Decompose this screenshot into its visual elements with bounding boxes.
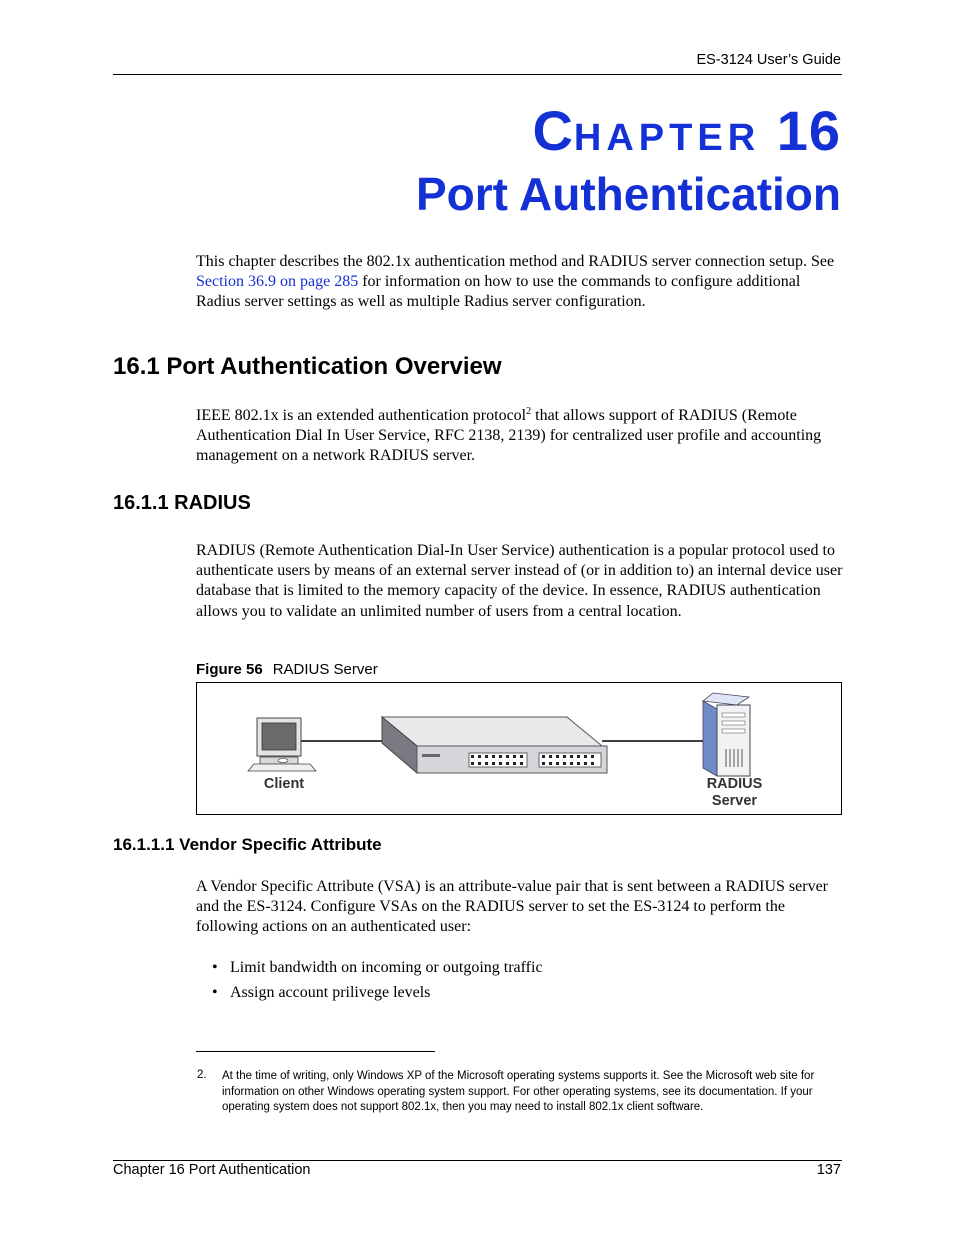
radius-server-label-line-2: Server [711,793,758,809]
chapter-word-initial: C [532,99,574,162]
footnote-reference[interactable]: 2 [526,406,532,417]
intro-paragraph [196,252,844,313]
running-header: ES-3124 User’s Guide [696,52,841,68]
figure-caption [196,661,378,678]
radius-paragraph: RADIUS (Remote Authentication Dial-In User Service) authentication is a popular protocol used to authenticate users by means of an external server instead of (or in addition to) an internal device user database that is limited to the memory capacity of the device. In essence, RADIUS authentication allows you to validate an unlimited number of users from a central location. [196,542,843,620]
bullet-text-bandwidth: Limit bandwidth on incoming or outgoing traffic [230,959,543,976]
figure-title: RADIUS Server [272,661,378,678]
section-heading-16-1-1-1: 16.1.1.1 Vendor Specific Attribute [113,835,382,854]
section-link[interactable]: Section 36.9 on page 285 [196,273,359,291]
chapter-title: Port Authentication [415,168,841,220]
overview-text-end: that allows support of RADIUS (Remote Authentication Dial In User Service, RFC 2138, 2139) for centralized user profile and accounting management on a network RADIUS server. [196,407,822,465]
radius-server-icon [703,693,750,776]
overview-paragraph [196,406,844,467]
chapter-word-rest: HAPTER [573,117,761,159]
list-item [212,983,430,1003]
figure-radius-server [196,682,842,815]
figure-number: Figure 56 [196,661,263,678]
section-heading-16-1: 16.1 Port Authentication Overview [113,353,502,380]
footer-chapter-label: Chapter 16 Port Authentication [113,1162,311,1178]
chapter-number: 16 [776,99,841,162]
footer-divider [113,1160,842,1161]
chapter-heading [532,98,841,171]
radius-server-label [697,776,772,810]
page-number: 137 [816,1162,841,1178]
section-heading-16-1-1: 16.1.1 RADIUS [113,492,251,514]
intro-text-start: This chapter describes the 802.1x authentication method and RADIUS server connection setup. See [196,253,835,270]
bullet-icon: • [212,984,218,1001]
intro-text-end: for information on how to use the commands to configure additional Radius server settings as well as multiple Radius server configuration. [196,273,801,311]
radius-server-label-line-1: RADIUS [706,776,763,792]
overview-text-start: IEEE 802.1x is an extended authentication protocol [196,407,527,424]
switch-icon [382,717,607,773]
bullet-icon: • [212,959,218,976]
client-computer-icon [248,718,316,771]
vsa-paragraph: A Vendor Specific Attribute (VSA) is an attribute-value pair that is sent between a RADIUS server and the ES-3124. Configure VSAs on the RADIUS server to set the ES-3124 to perform the following actions on an authenticated user: [196,878,828,936]
client-label: Client [263,776,305,792]
footnote-text: At the time of writing, only Windows XP of the Microsoft operating systems supports it. See the Microsoft web site for information on other Windows operating system support. For other operating systems, see its documentation. If your operating system does not support 802.1x, then you may need to install 802.1x client software. [222,1070,815,1113]
footnote-number: 2. [197,1069,207,1081]
list-item [212,958,543,978]
bullet-text-privilege: Assign account prilivege levels [230,984,431,1001]
footnote-divider [196,1051,435,1052]
header-divider [113,74,842,75]
